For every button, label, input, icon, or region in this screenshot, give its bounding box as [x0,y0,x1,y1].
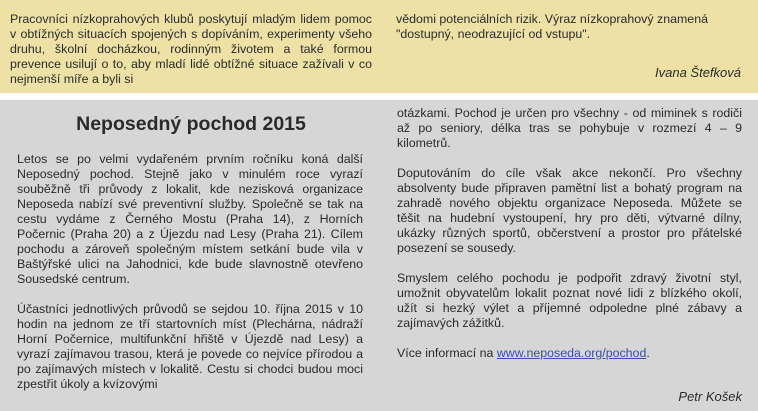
article-column-left [17,152,363,392]
article-paragraph: Doputováním do cíle však akce nekončí. Pro všechny absolventy bude připraven pamětní list a bohatý program na zahradě nového objektu organizace Neposeda. Můžete se těšit na hudební vystoupení, hry pro děti, výtvarné dílny, ukázky různých sportů, občerstvení a prostor pro přátelské posezení se sousedy. [397,166,742,255]
info-line [397,346,742,361]
intro-author-signature: Ivana Štefková [655,65,741,80]
article-title: Neposedný pochod 2015 [76,113,306,135]
intro-text-right: vědomi potenciálních rizik. Výraz nízkoprahový znamená "dostupný, neodrazující od vstupu". [396,12,708,41]
info-link[interactable]: www.neposeda.org/pochod [496,346,647,360]
article-paragraph: otázkami. Pochod je určen pro všechny - od miminek s rodiči až po seniory, délka tras se pohybuje v rozmezí 4 – 9 kilometrů. [397,106,742,150]
article-paragraph: Smyslem celého pochodu je podpořit zdravý životní styl, umožnit obyvatelům lokalit poznat nové lidi z blízkého okolí, užít si hezký výlet a příjemné odpoledne plné zábavy a zajímavých zážitků. [397,271,742,330]
article-paragraph: Účastníci jednotlivých průvodů se sejdou 10. října 2015 v 10 hodin na jednom ze tří startovních míst (Plechárna, nádraží Horní Počernice, multifunkční hřiště v Újezdě nad Lesy) a vyrazí zajímavou trasou, která je povede co nejvíce přírodou a po zajímavých místech v lokalitě. Cestu si chodci budou moci zpestřit úkoly a kvízovými [17,302,363,391]
article-author-signature: Petr Košek [678,389,742,404]
article-paragraph: Letos se po velmi vydařeném prvním ročníku koná další Neposedný pochod. Stejně jako v minulém roce vyrazí souběžně tři průvody z lokalit, kde nezisková organizace Neposeda nabízí své preventivní služby. Společně se tak na cestu vydáme z Černého Mostu (Praha 14), z Horních Počernic (Praha 20) a z Újezdu nad Lesy (Praha 21). Cílem pochodu a zároveň společným místem setkání bude vila v Baštýřské ulici na Jahodnici, kde bude slavnostně otevřeno Sousedské centrum. [17,152,363,286]
intro-text-left: Pracovníci nízkoprahových klubů poskytují mladým lidem pomoc v obtížných situacích spojených s dopíváním, experimenty všeho druhu, školní docházkou, rodinným životem a také formou prevence usilují o to, aby mladí lidé obtížné situace zažívali v co nejmenší míře a byli si [10,12,372,86]
info-prefix: Více informací na [397,346,497,360]
info-suffix: . [646,346,650,360]
article-column-right [397,106,742,361]
